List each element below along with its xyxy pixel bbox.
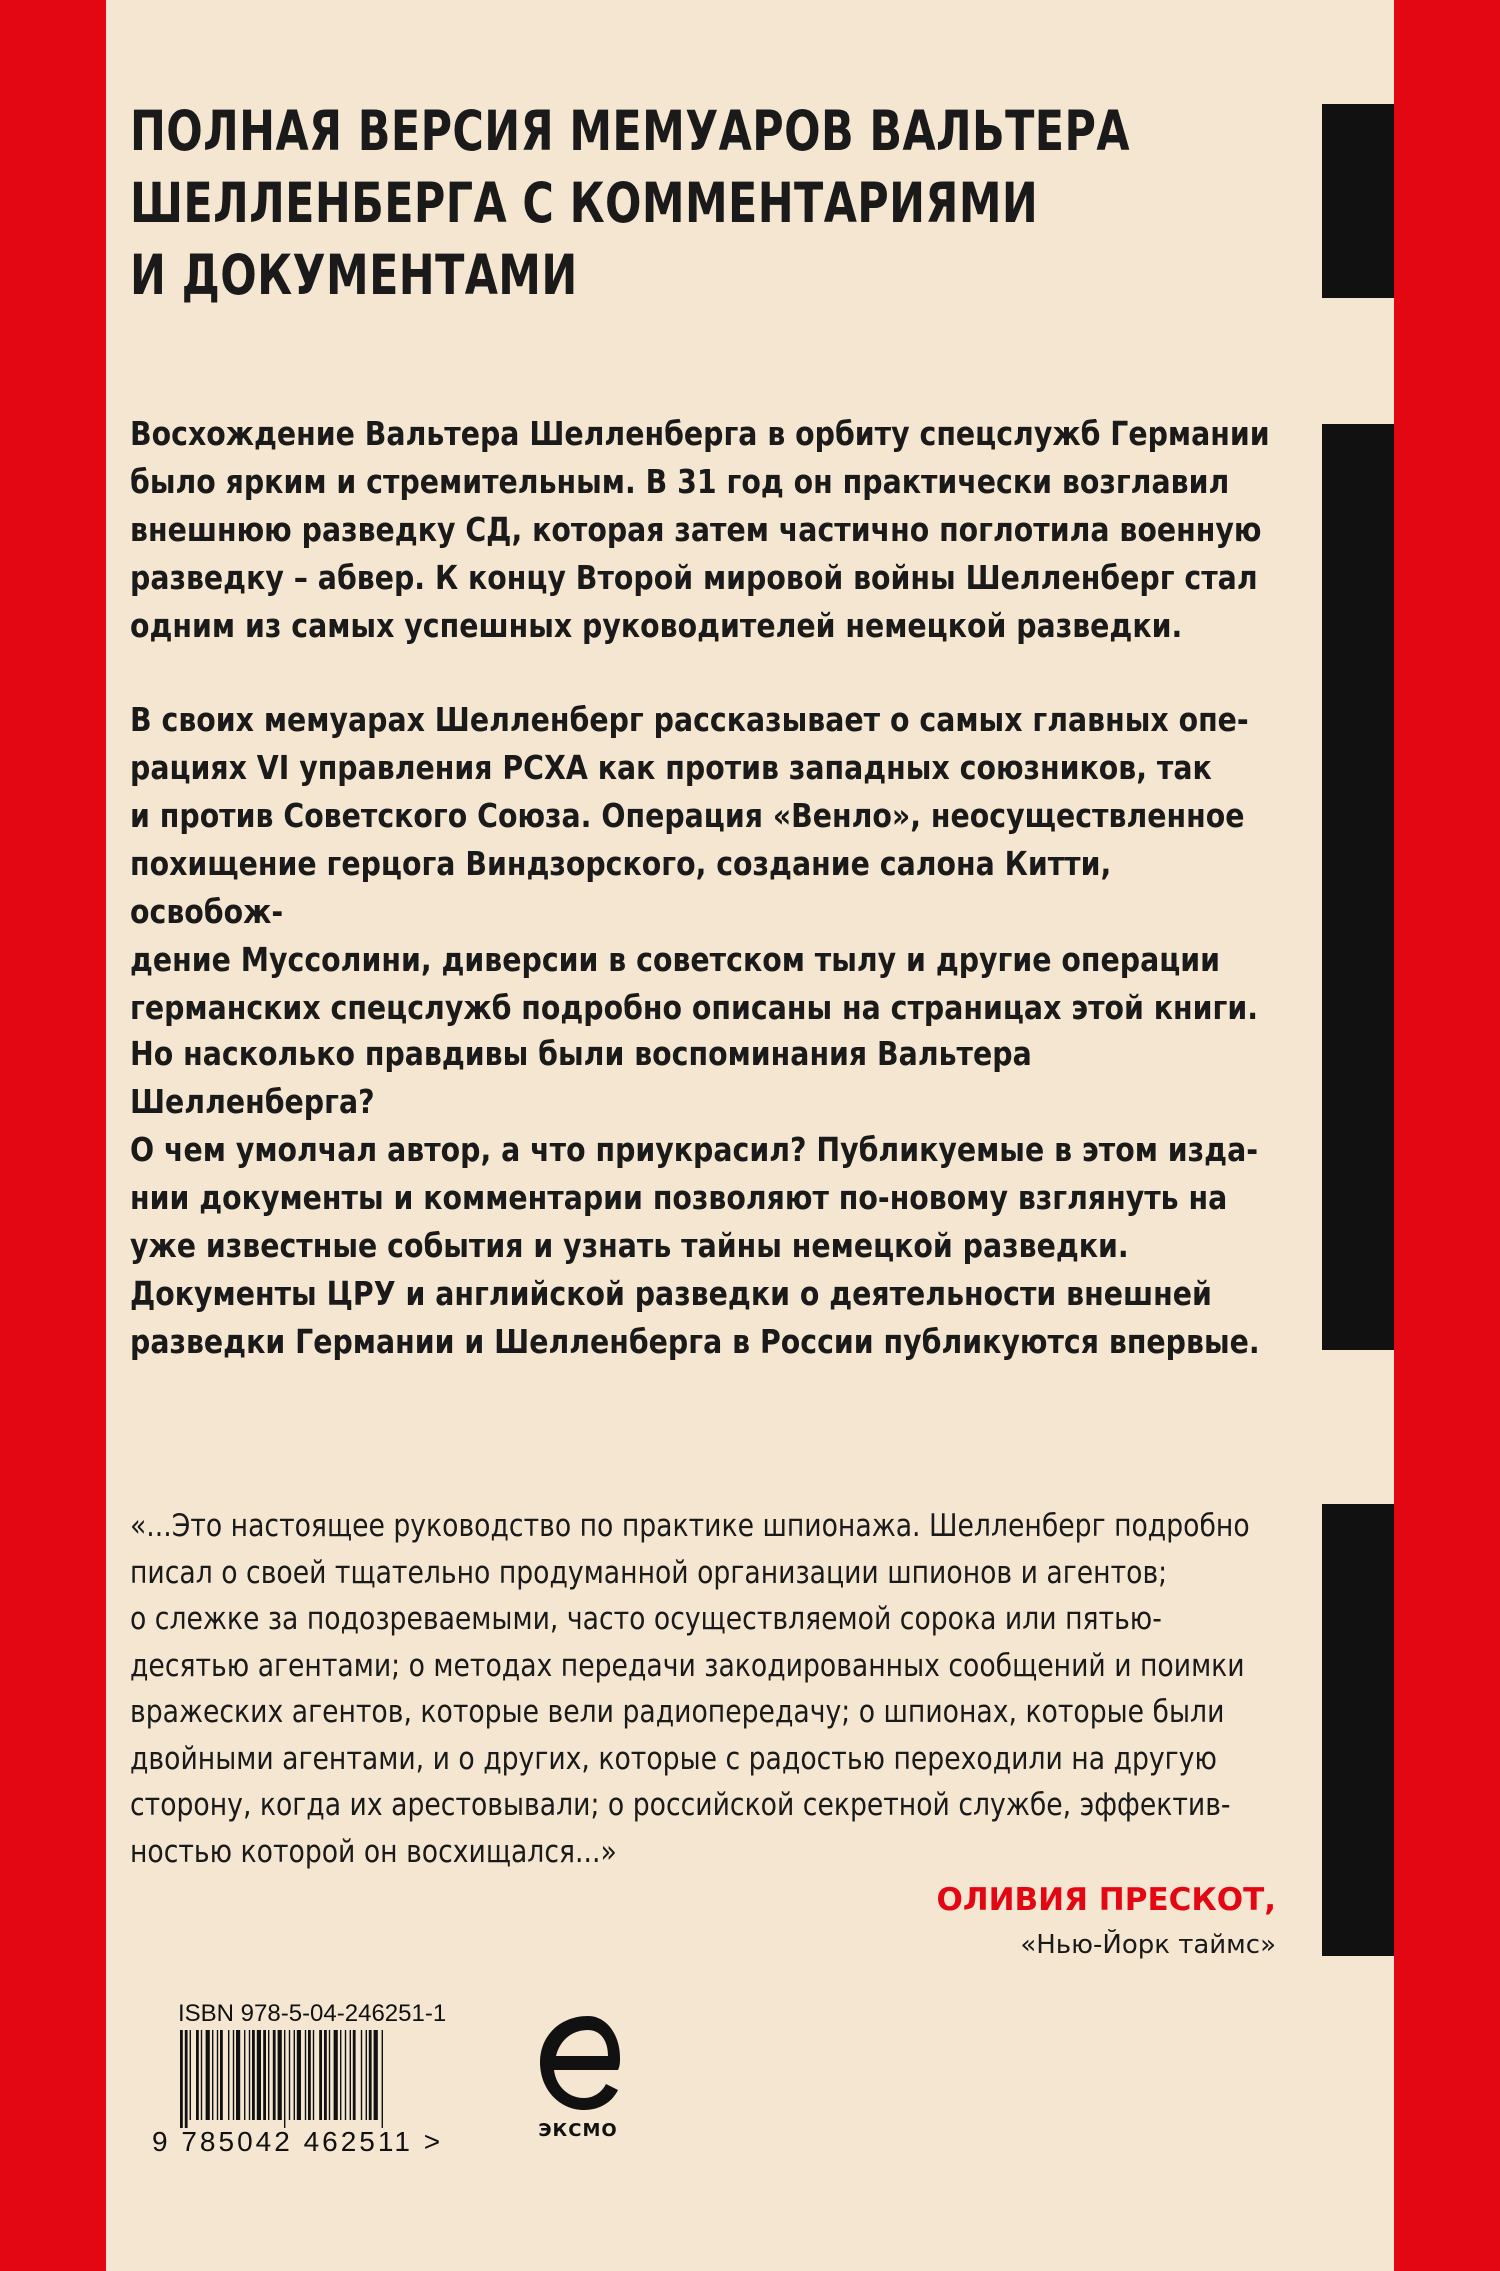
publisher-name: ЭКСМО (538, 2120, 618, 2141)
quote-source: «Нью-Йорк таймс» (1020, 1930, 1276, 1960)
isbn-barcode (178, 2030, 438, 2128)
right-red-stripe (1394, 0, 1500, 2271)
paragraph-4: Документы ЦРУ и английской разведки о деятельности внешней разведки Германии и Шелленберга в России публикуются впервые. (130, 1274, 1260, 1361)
eksmo-logo-icon (530, 2010, 626, 2120)
review-quote: «...Это настоящее руководство по практике шпионажа. Шелленберг подробно писал о своей тщательно продуманной организации шпионов и агентов; о слежке за подозреваемыми, часто осуществляемой сорока или пятью- десятью агентами; о методах передачи закодированных сообщений и поимки вражеских агентов, которые вели радиопередачу; о шпионах, которые были двойными агентами, и о других, которые с радостью переходили на другую сторону, когда их арестовывали; о российской секретной службе, эффектив- ностью которой он восхищался...» (130, 1508, 1250, 1870)
black-bar-middle (1322, 424, 1394, 1350)
black-bar-bottom (1322, 1504, 1394, 1956)
cover-headline: ПОЛНАЯ ВЕРСИЯ МЕМУАРОВ ВАЛЬТЕРА ШЕЛЛЕНБЕРГА С КОММЕНТАРИЯМИ И ДОКУМЕНТАМИ (130, 99, 1130, 307)
paragraph-1: Восхождение Вальтера Шелленберга в орбиту спецслужб Германии было ярким и стремительным. В 31 год он практически возглавил внешнюю разведку СД, которая затем частично поглотила военную разведку – абвер. К концу Второй мировой войны Шелленберг стал одним из самых успешных руководителей немецкой разведки. (130, 414, 1270, 645)
quote-author: ОЛИВИЯ ПРЕСКОТ, (936, 1882, 1276, 1918)
paragraph-3: Но насколько правдивы были воспоминания Вальтера Шелленберга? О чем умолчал автор, а что приукрасил? Публикуемые в этом изда- нии документы и комментарии позволяют по-новому взглянуть на уже известные события и узнать тайны немецкой разведки. (130, 1034, 1258, 1265)
black-bar-top (1322, 104, 1394, 298)
paragraph-2: В своих мемуарах Шелленберг рассказывает о самых главных опе- рациях VI управления РСХА как против западных союзников, так и против Советского Союза. Операция «Венло», неосуществленное похищение герцога Виндзорского, создание салона Китти, освобож- дение Муссолини, диверсии в советском тылу и другие операции германских спецслужб подробно описаны на страницах этой книги. (130, 700, 1259, 1027)
left-red-stripe (0, 0, 106, 2271)
barcode-digits: 9 785042 462511 > (152, 2126, 444, 2157)
isbn-number: ISBN 978-5-04-246251-1 (178, 2000, 447, 2027)
